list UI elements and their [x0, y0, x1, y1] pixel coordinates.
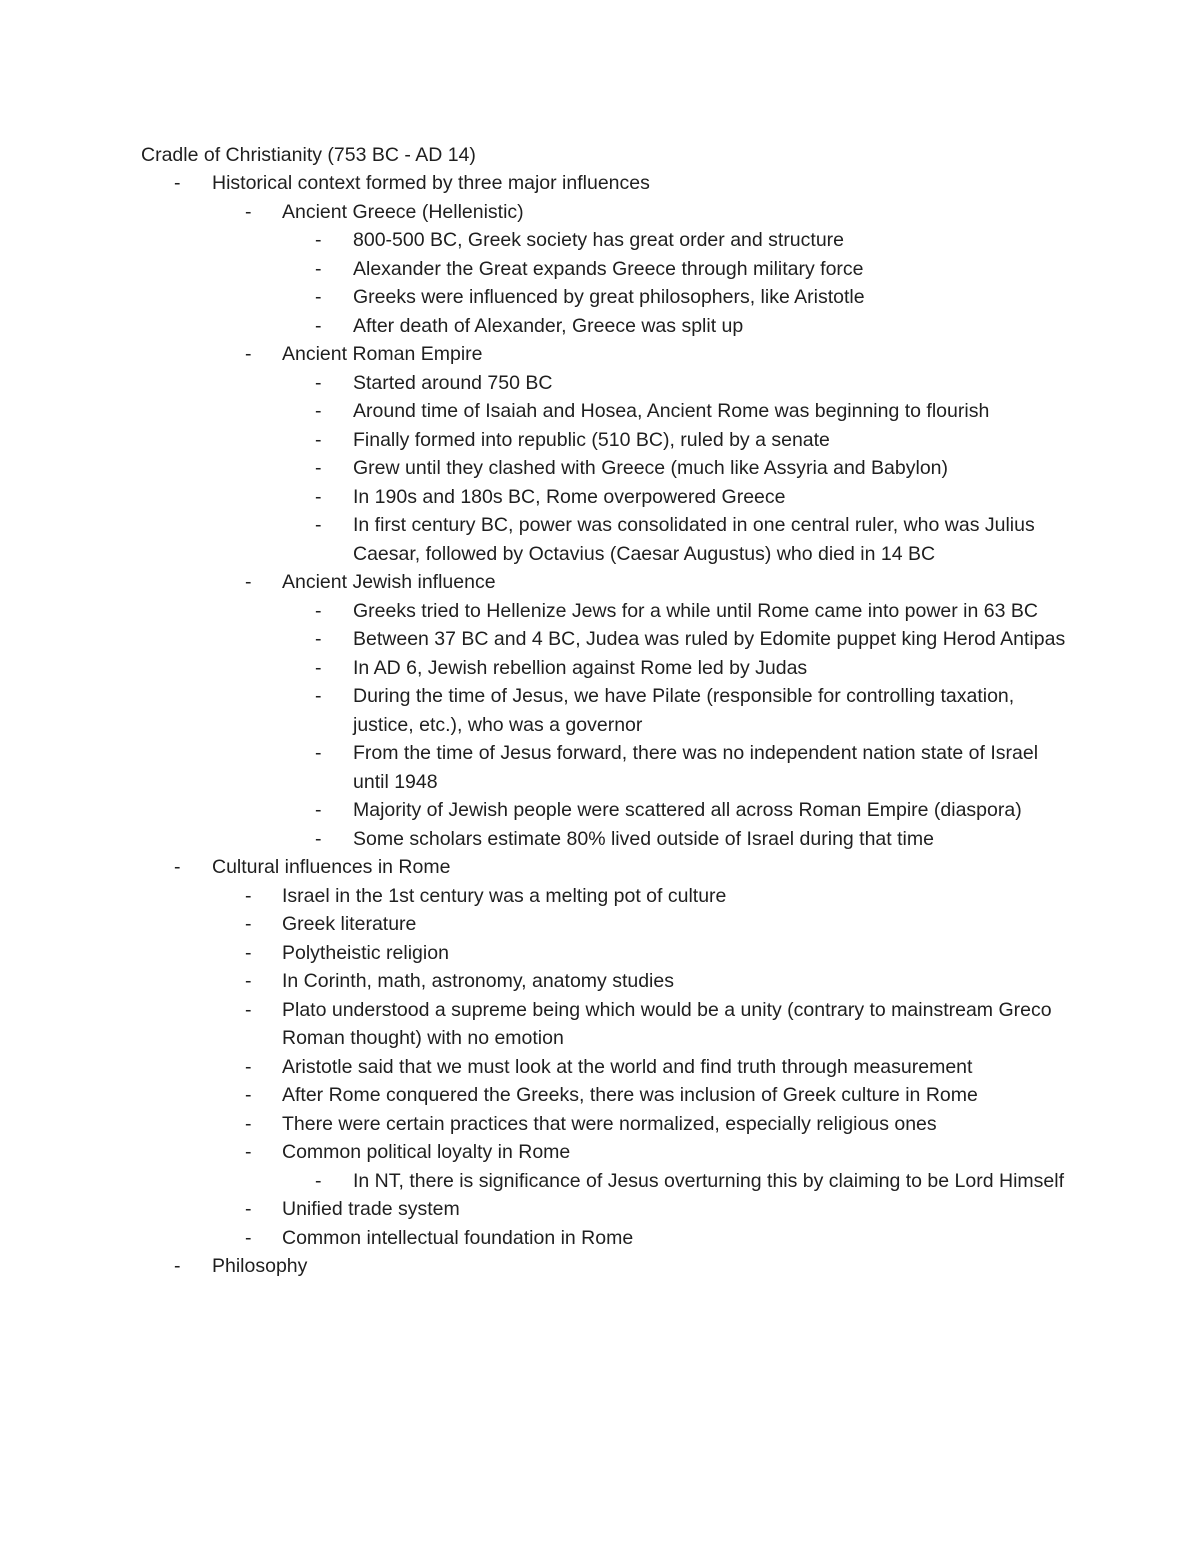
bullet-dash: -	[245, 200, 252, 223]
outline-item-text: After death of Alexander, Greece was split up	[353, 314, 744, 337]
outline-item-text: Common political loyalty in Rome	[282, 1141, 571, 1163]
outline-item-text: Ancient Roman Empire	[282, 343, 483, 365]
outline-item-text: Plato understood a supreme being which would be a unity (contrary to mainstream Greco Roman thought) with no emotion	[282, 998, 1052, 1049]
bullet-dash: -	[245, 913, 252, 935]
outline-item-text: In Corinth, math, astronomy, anatomy studies	[282, 970, 674, 992]
outline-item-level-3	[0, 1167, 1200, 1196]
outline-item-level-2	[0, 967, 1200, 996]
outline-item-level-3	[0, 283, 1200, 312]
outline-item-level-2	[0, 1081, 1200, 1110]
outline-item-text: Greeks tried to Hellenize Jews for a while until Rome came into power in 63 BC	[353, 599, 1038, 622]
outline-item-level-3	[0, 625, 1200, 654]
outline-item-text: Between 37 BC and 4 BC, Judea was ruled by Edomite puppet king Herod Antipas	[353, 628, 1066, 650]
bullet-dash: -	[174, 1255, 181, 1277]
outline-item-level-2	[0, 1224, 1200, 1253]
outline-item-level-3	[0, 312, 1200, 341]
outline-item-level-2	[0, 996, 1200, 1053]
outline-item-text: Started around 750 BC	[353, 371, 553, 394]
outline-item-level-2	[0, 939, 1200, 968]
outline-item-level-3	[0, 255, 1200, 284]
outline-item-level-2	[0, 568, 1200, 597]
bullet-dash: -	[315, 457, 322, 479]
outline-item-text: Majority of Jewish people were scattered all across Roman Empire (diaspora)	[353, 799, 1022, 821]
bullet-dash: -	[315, 628, 322, 650]
outline-item-level-1	[0, 1252, 1200, 1281]
outline-item-level-3	[0, 739, 1200, 796]
bullet-dash: -	[315, 485, 322, 508]
bullet-dash: -	[315, 685, 322, 707]
outline-item-text: Ancient Jewish influence	[282, 571, 496, 593]
bullet-dash: -	[245, 571, 252, 593]
bullet-dash: -	[315, 799, 322, 821]
outline-item-level-3	[0, 369, 1200, 398]
outline-item-level-3	[0, 597, 1200, 626]
outline-item-text: Greek literature	[282, 913, 417, 935]
bullet-dash: -	[315, 827, 322, 850]
outline-item-text: Some scholars estimate 80% lived outside of Israel during that time	[353, 827, 934, 850]
bullet-dash: -	[245, 998, 252, 1021]
bullet-outline	[0, 169, 1200, 1281]
bullet-dash: -	[245, 1112, 252, 1135]
outline-item-text: Aristotle said that we must look at the world and find truth through measurement	[282, 1055, 973, 1078]
outline-item-text: In AD 6, Jewish rebellion against Rome led by Judas	[353, 656, 808, 679]
bullet-dash: -	[315, 400, 322, 422]
outline-item-level-1	[0, 853, 1200, 882]
bullet-dash: -	[174, 172, 181, 194]
outline-item-text: Around time of Isaiah and Hosea, Ancient Rome was beginning to flourish	[353, 400, 990, 422]
outline-item-text: Israel in the 1st century was a melting pot of culture	[282, 884, 727, 907]
outline-item-text: Cultural influences in Rome	[212, 856, 451, 878]
outline-item-text: Philosophy	[212, 1255, 308, 1277]
bullet-dash: -	[245, 884, 252, 907]
outline-item-text: 800-500 BC, Greek society has great order and structure	[353, 229, 845, 251]
outline-item-level-3	[0, 511, 1200, 568]
outline-item-text: Ancient Greece (Hellenistic)	[282, 200, 524, 223]
outline-item-text: Alexander the Great expands Greece through military force	[353, 257, 864, 280]
outline-item-text: There were certain practices that were normalized, especially religious ones	[282, 1112, 937, 1135]
outline-item-level-1	[0, 169, 1200, 198]
bullet-dash: -	[315, 1169, 322, 1192]
bullet-dash: -	[245, 1141, 252, 1163]
bullet-dash: -	[315, 229, 322, 251]
outline-item-level-3	[0, 796, 1200, 825]
document-title: Cradle of Christianity (753 BC - AD 14)	[141, 144, 476, 166]
bullet-dash: -	[245, 941, 252, 964]
bullet-dash: -	[315, 257, 322, 280]
outline-item-level-3	[0, 397, 1200, 426]
outline-item-text: Finally formed into republic (510 BC), ruled by a senate	[353, 428, 830, 451]
outline-item-text: Unified trade system	[282, 1198, 460, 1220]
outline-item-level-3	[0, 825, 1200, 854]
bullet-dash: -	[174, 856, 181, 878]
outline-item-text: In NT, there is significance of Jesus overturning this by claiming to be Lord Himself	[353, 1169, 1064, 1192]
outline-item-level-3	[0, 682, 1200, 739]
outline-item-text: In 190s and 180s BC, Rome overpowered Greece	[353, 485, 786, 508]
bullet-dash: -	[315, 742, 322, 764]
bullet-dash: -	[315, 599, 322, 622]
outline-item-level-2	[0, 882, 1200, 911]
outline-item-level-3	[0, 483, 1200, 512]
outline-item-level-3	[0, 226, 1200, 255]
outline-item-text: Greeks were influenced by great philosophers, like Aristotle	[353, 286, 865, 308]
outline-item-text: Polytheistic religion	[282, 941, 449, 964]
outline-item-level-2	[0, 1195, 1200, 1224]
outline-item-level-2	[0, 198, 1200, 227]
outline-item-text: In first century BC, power was consolidated in one central ruler, who was Julius Caesar, followed by Octavius (Caesar Augustus) who died in 14 BC	[353, 514, 1035, 565]
bullet-dash: -	[245, 1198, 252, 1220]
bullet-dash: -	[245, 970, 252, 992]
outline-item-text: Common intellectual foundation in Rome	[282, 1226, 634, 1249]
outline-item-text: Grew until they clashed with Greece (much like Assyria and Babylon)	[353, 457, 949, 479]
bullet-dash: -	[245, 1226, 252, 1249]
outline-item-text: From the time of Jesus forward, there was no independent nation state of Israel until 1948	[353, 742, 1039, 793]
bullet-dash: -	[315, 286, 322, 308]
outline-item-level-3	[0, 654, 1200, 683]
bullet-dash: -	[315, 371, 322, 394]
bullet-dash: -	[245, 343, 252, 365]
bullet-dash: -	[315, 428, 322, 451]
outline-item-level-3	[0, 426, 1200, 455]
outline-item-level-3	[0, 454, 1200, 483]
outline-item-level-2	[0, 1138, 1200, 1167]
outline-item-text: Historical context formed by three major influences	[212, 172, 650, 194]
outline-item-text: After Rome conquered the Greeks, there was inclusion of Greek culture in Rome	[282, 1084, 978, 1106]
outline-item-level-2	[0, 910, 1200, 939]
bullet-dash: -	[245, 1055, 252, 1078]
outline-item-level-2	[0, 1053, 1200, 1082]
bullet-dash: -	[245, 1084, 252, 1106]
outline-item-text: During the time of Jesus, we have Pilate (responsible for controlling taxation, justice, etc.), who was a governor	[353, 685, 1015, 736]
outline-item-level-2	[0, 1110, 1200, 1139]
bullet-dash: -	[315, 656, 322, 679]
outline-item-level-2	[0, 340, 1200, 369]
bullet-dash: -	[315, 514, 322, 536]
bullet-dash: -	[315, 314, 322, 337]
